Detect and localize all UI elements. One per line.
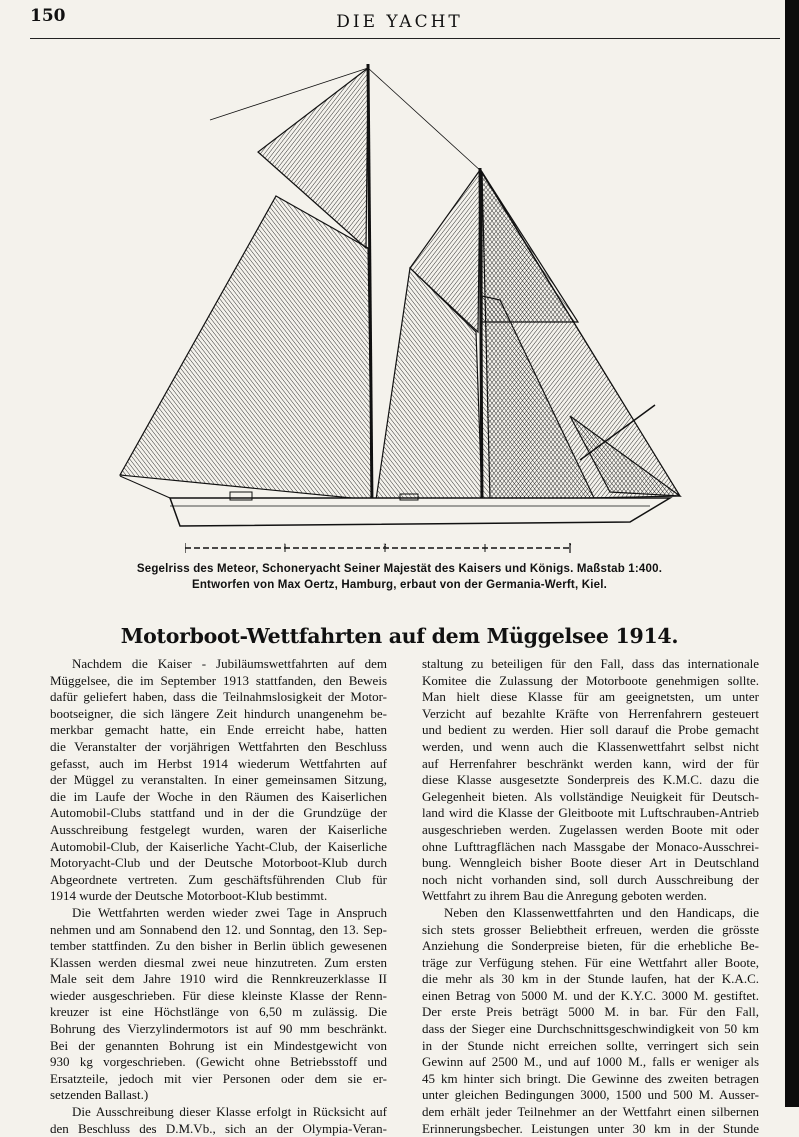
- scale-bar: [185, 543, 575, 553]
- text-line: dem erhält jeder Teilnehmer an der Wettfahrt einen silbernen: [422, 1104, 759, 1120]
- text-line: ausgeschrieben werden. Zugelassen werden Boote mit oder: [422, 821, 759, 837]
- text-line: ohne Lufttragflächen nach Massgabe der Monaco-Ausschrei-: [422, 838, 759, 854]
- text-line: werden, und wenn auch die Klassenwettfahrt selbst nicht: [422, 738, 759, 754]
- scale-bar-label: 2: [383, 543, 387, 549]
- text-line: die im Laufe der Woche in den Räumen des Kaiserlichen: [50, 788, 387, 804]
- text-line: Bei der genannten Bohrung ist ein Mindestgewicht von: [50, 1037, 387, 1053]
- text-line: Gelegenheit bieten. Als vollständige Neuigkeit für Deutsch-: [422, 788, 759, 804]
- header-rule: [30, 38, 780, 39]
- scale-bar-label: ?: [568, 543, 572, 549]
- text-line: Komitee die Zulassung der Motorboote genehmigen sollte.: [422, 672, 759, 688]
- text-line: noch nicht vorhanden sind, soll durch Ausschreibung der: [422, 871, 759, 887]
- text-line: 930 kg vorgeschrieben. (Gewicht ohne Betriebsstoff und: [50, 1054, 387, 1070]
- text-line: 45 km hinter sich bringt. Die Gewinne des zweiten betragen: [422, 1070, 759, 1086]
- text-line: den Beschluss des D.M.Vb., sich an der Olympia-Veran-: [50, 1120, 387, 1136]
- text-line: Nachdem die Kaiser - Jubiläumswettfahrten auf dem: [72, 656, 387, 671]
- text-line: Man hielt diese Klasse für am geeignetsten, um unter: [422, 689, 759, 705]
- text-line: träge zur Verfügung stehen. Für eine Wettfahrt aller Boote,: [422, 954, 759, 970]
- text-line: Ausschreibung festgelegt wurden, waren der Kaiserliche: [50, 821, 387, 837]
- text-line: tember stattfinden. Zu den bisher in Berlin üblich gewesenen: [50, 938, 387, 954]
- text-line: Automobil-Club, der Kaiserliche Yacht-Club, der Kaiserliche: [50, 838, 387, 854]
- figure-credit: Entworfen von Max Oertz, Hamburg, erbaut von der Germania-Werft, Kiel.: [191, 579, 608, 591]
- article-title: Motorboot-Wettfahrten auf dem Müggelsee 1914.: [120, 624, 679, 648]
- running-title: DIE YACHT: [336, 12, 463, 32]
- text-line: dafür geliefert haben, dass die Teilnahmslosigkeit der Motor-: [50, 689, 387, 705]
- left-column: [50, 656, 387, 1137]
- text-line: auf Herrenfahrer beschränkt werden kann, wird der für: [422, 755, 759, 771]
- text-line: 1914 wurde der Deutsche Motorboot-Klub bestimmt.: [50, 888, 328, 904]
- text-line: Anziehung die Sonderpreise bieten, für die erhebliche Be-: [422, 938, 759, 954]
- text-line: setzenden Ballast.): [50, 1087, 149, 1103]
- text-line: Wettfahrt zu ihrem Bau die Anregung geboten werden.: [422, 888, 707, 904]
- text-line: kreuzer ist eine Höchstlänge von 6,50 m zulässig. Die: [50, 1004, 387, 1020]
- text-line: wieder ausgeschrieben. Für diese kleinste Klasse der Renn-: [50, 987, 387, 1003]
- right-column: [422, 656, 759, 1137]
- text-line: Verzicht auf bezahlte Kräfte von Herrenfahrern gesteuert: [422, 705, 759, 721]
- text-line: dass der Sieger eine Durchschnittsgeschwindigkeit von 50 km: [422, 1021, 759, 1037]
- text-line: Motoryacht-Club und der Deutsche Motorboot-Klub durch: [50, 855, 387, 871]
- text-line: Die Wettfahrten werden wieder zwei Tage in Anspruch: [72, 904, 387, 920]
- text-line: Der erste Preis beträgt 5000 M. in bar. Für den Fall,: [422, 1004, 759, 1020]
- text-line: der Müggel zu veranstalten. In einer gemeinsamen Sitzung,: [50, 772, 387, 788]
- text-line: sich stets grosser Beliebtheit erfreuen, werden die grösste: [422, 921, 759, 937]
- text-line: land wird die Klasse der Gleitboote mit Luftschrauben-Antrieb: [422, 805, 759, 821]
- text-line: Male seit dem Jahre 1910 wird die Rennkreuzerklasse II: [50, 971, 387, 987]
- text-line: Müggelsee, die im September 1913 stattfanden, den Beweis: [50, 672, 387, 688]
- text-line: und bedient zu werden. Hier soll darauf die Probe gemacht: [422, 722, 759, 738]
- text-line: Automobil-Clubs stattfand und in der die Grundzüge der: [50, 805, 387, 821]
- scale-bar-label: 1: [283, 543, 287, 549]
- sail-plan-illustration: [110, 60, 700, 530]
- text-line: in der Stunde nicht erreichen sollte, verringert sich sein: [422, 1037, 759, 1053]
- fore-gaff-sail: [120, 196, 372, 500]
- text-line: nehmen und am Sonnabend den 12. und Sonntag, den 13. Sep-: [50, 921, 387, 937]
- text-line: gefasst, auch im Herbst 1914 wiederum Wettfahrten auf: [50, 755, 387, 771]
- text-line: diese Klasse ausgesetzte Sonderpreis des K.M.C. dazu die: [422, 772, 759, 788]
- text-line: die Veranstalter der vorjährigen Wettfahrten den Beschluss: [50, 738, 387, 754]
- text-line: Die Ausschreibung dieser Klasse erfolgt in Rücksicht auf: [72, 1104, 387, 1120]
- text-line: die mehr als 30 km in der Stunde laufen, hat der K.A.C.: [422, 971, 759, 987]
- text-line: staltung zu beteiligen für den Fall, dass das internationale: [422, 656, 759, 671]
- text-line: bung. Wenngleich bisher Boote dieser Art in Deutschland: [422, 855, 759, 871]
- text-line: unter gleichen Bedingungen 3000, 1500 und 500 M. Ausser-: [422, 1087, 759, 1103]
- text-line: Gewinn auf 2500 M., und auf 1000 M., falls er weniger als: [422, 1054, 759, 1070]
- text-line: Erinnerungsbecher. Leistungen unter 30 km in der Stunde: [422, 1120, 759, 1136]
- text-line: merkbar gemacht hatte, ein Ende erreicht habe, hatten: [50, 722, 387, 738]
- text-line: Ersatzteile, jedoch mit vier Personen oder dem sie er-: [50, 1070, 387, 1086]
- figure-caption: Segelriss des Meteor, Schoneryacht Seiner Majestät des Kaisers und Königs. Maßstab 1:400.: [136, 563, 663, 575]
- text-line: Bohrung des Vierzylindermotors ist auf 90 mm beschränkt.: [50, 1021, 387, 1037]
- text-line: bootseigner, die sich längere Zeit hindurch unangenehm be-: [50, 705, 387, 721]
- text-line: Abgeordnete vertreten. Zum geschäftsführenden Club für: [50, 871, 387, 887]
- text-line: Neben den Klassenwettfahrten und den Handicaps, die: [444, 904, 759, 920]
- text-line: Klassen werden diesmal zwei neue hinzutreten. Zum ersten: [50, 954, 387, 970]
- scanned-page-edge: [785, 0, 799, 1107]
- page-number: 150: [30, 6, 66, 26]
- text-line: einen Betrag von 5000 M. und der K.Y.C. 3000 M. gestiftet.: [422, 987, 759, 1003]
